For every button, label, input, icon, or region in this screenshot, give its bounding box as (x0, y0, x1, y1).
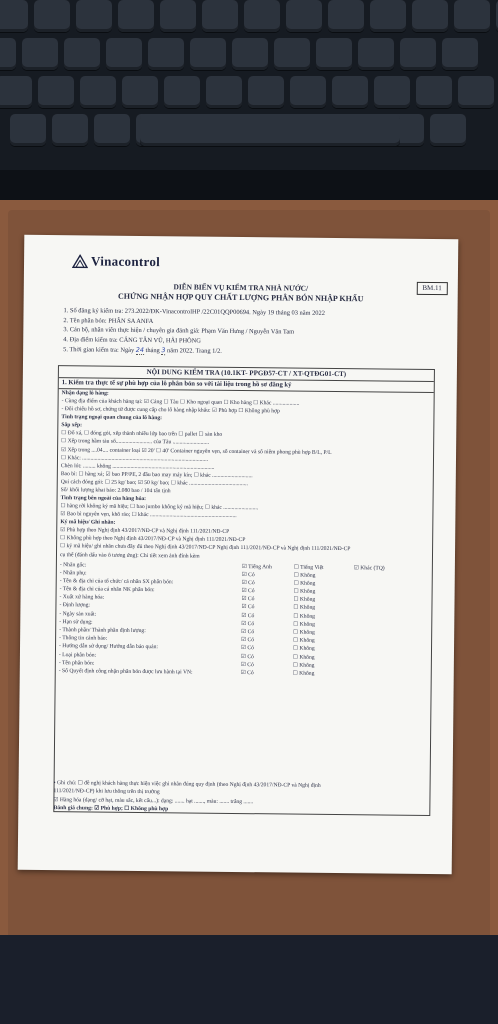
keyboard-key (76, 0, 112, 32)
keyboard-key (122, 76, 158, 108)
label-cell: ☐ Không (293, 580, 316, 587)
label-cell: ☑ Có (240, 645, 255, 652)
label-cell: - Xuất xứ hàng hóa: (59, 594, 105, 601)
label-cell (353, 671, 413, 679)
label-cell: - Thành phần/ Thành phần định lượng: (59, 627, 146, 635)
label-cell: - Tên & địa chỉ của cá nhân NK phân bón: (59, 586, 155, 594)
label-cell: - Tên phân bón: (58, 659, 95, 667)
label-cell: - Số Quyết định công nhận phân bón được lưu hành tại VN: (58, 667, 193, 676)
note-line: ☑ Hàng hóa (dạng/ cỡ hạt, màu sắc, kết cấu...): dạng: ....... hạt ......., màu: ....... trắng ....... (53, 797, 254, 806)
checklist-row: Chèn lót: ......... không ......................................................................... (60, 462, 215, 471)
keyboard-key (148, 38, 184, 70)
info-line: 1. Số đăng ký kiểm tra: 273.2022/ĐK-VinacontrolHP /22C01QQP00694. Ngày 19 tháng 03 năm 2022 (63, 307, 325, 317)
label-cell: - Loại phân bón: (58, 651, 97, 659)
label-table (59, 562, 429, 680)
keyboard-spacebar (140, 114, 400, 146)
keyboard-key (0, 76, 32, 108)
keyboard-key (328, 0, 364, 32)
label-cell: ☑ Có (241, 596, 255, 603)
keyboard-key (106, 38, 142, 70)
label-cell: - Hướng dẫn sử dụng/ Hướng dẫn bảo quản: (58, 643, 158, 651)
keyboard-key (202, 0, 238, 32)
keyboard-key (94, 114, 130, 146)
info-line: 2. Tên phân bón: PHÂN SA ANFA (63, 316, 154, 325)
keyboard-key (160, 0, 196, 32)
checklist-row: ☑ Xếp trong ....04.... container loại ☑ 20' ☐ 40' Container nguyên vẹn, số container và số niêm phong phù hợp B/L, P/L (61, 446, 332, 456)
keyboard-key (0, 38, 16, 70)
checklist-rows (57, 389, 434, 565)
label-cell: ☑ Có (241, 620, 255, 628)
label-cell: ☐ Không (292, 654, 315, 661)
label-cell: ☐ Không (292, 670, 315, 677)
keyboard-key (454, 0, 490, 32)
note-line: • Ghi chú: ☐ đề nghị khách hàng thực hiện việc ghi nhãn đúng quy định (theo Nghị định 43/2017/NĐ-CP và Nghị định (53, 780, 321, 789)
label-cell: ☑ Có (241, 612, 255, 619)
label-cell: ☑ Có (241, 629, 255, 636)
checklist-row: Bao bì: ☐ hàng xá; ☑ bao PP/PE, 2 đầu bao may máy kín; ☐ khác ............................. (60, 470, 253, 479)
keyboard-key (412, 0, 448, 32)
keyboard-key (430, 114, 466, 146)
checklist-row: Tình trạng bên ngoài của hàng hóa: (60, 495, 147, 503)
checklist-row: ☐ hàng rời không ký mã hiệu; ☐ bao jumbo không ký mã hiệu; ☐ khác ......................... (60, 503, 259, 512)
keyboard-key (232, 38, 268, 70)
keyboard-key (38, 76, 74, 108)
label-cell (354, 573, 414, 581)
label-cell (354, 581, 414, 589)
label-cell: ☐ Không (293, 588, 316, 595)
checklist-row: ☑ Bao bì nguyên vẹn, khô ráo; ☐ khác .............................................................. (60, 511, 237, 520)
keyboard (0, 0, 498, 205)
keyboard-key (316, 38, 352, 70)
label-cell: ☑ Có (240, 669, 254, 677)
keyboard-key (290, 76, 326, 108)
checklist-row: ☐ ký mã hiệu/ ghi nhãn chưa đầy đủ theo Nghị định 43/2017/NĐ-CP Nghị định 111/2021/NĐ-CP và Nghị định 111/2021/NĐ-CP (60, 543, 351, 553)
info-line: 3. Cán bộ, nhân viên thực hiện / chuyên gia đánh giá: Phạm Văn Hưng / Nguyễn Văn Tam (63, 326, 295, 336)
checklist-row: ☐ Không phù hợp theo Nghị định 43/2017/NĐ-CP và Nghị định 111/2021/NĐ-CP (60, 535, 246, 544)
vinacontrol-logo (72, 253, 160, 270)
label-cell (354, 589, 414, 597)
checklist-row: ☑ Phù hợp theo Nghị định 43/2017/NĐ-CP và Nghị định 111/2021/NĐ-CP (60, 527, 230, 536)
bottom-surface (0, 935, 498, 1024)
label-cell: ☐ Không (292, 662, 315, 669)
keyboard-key (164, 76, 200, 108)
label-cell: ☐ Không (293, 613, 316, 620)
checklist-row: Ký mã hiệu/ Ghi nhãn: (60, 519, 116, 526)
keyboard-key (118, 0, 154, 32)
label-cell: ☑ Có (241, 637, 255, 644)
notes-section (53, 780, 428, 818)
label-cell: - Định lượng: (59, 602, 91, 609)
label-cell: ☑ Có (241, 580, 255, 587)
label-cell: ☐ Tiếng Việt (293, 564, 324, 571)
label-cell: ☐ Không (293, 572, 316, 579)
logo-icon (72, 254, 88, 268)
label-cell (353, 655, 413, 663)
label-cell (353, 647, 413, 655)
label-cell: - Nhãn phụ: (59, 569, 87, 577)
checklist-row: Tình trạng ngoại quan chung của lô hàng: (61, 414, 163, 422)
document-title-1: DIỄN BIẾN VỤ KIỂM TRA NHÀ NƯỚC/ (173, 282, 309, 293)
label-cell (353, 638, 413, 646)
keyboard-key (10, 114, 46, 146)
label-cell: ☑ Có (241, 571, 255, 578)
label-cell: ☑ Khác (TQ) (353, 564, 385, 572)
label-cell: ☑ Có (240, 653, 254, 660)
section-1-title: 1. Kiểm tra thực tế sự phù hợp của lô phân bón so với tài liệu trong hồ sơ đăng ký (59, 378, 434, 393)
label-cell: ☑ Có (241, 604, 255, 611)
keyboard-key (332, 76, 368, 108)
label-cell: - Tên & địa chỉ của tổ chức/ cá nhân SX phân bón: (59, 578, 174, 586)
label-cell: ☐ Không (293, 637, 315, 644)
checklist-row: cụ thể (đánh dấu vào ô tương ứng): Chi tiết xem ảnh đính kèm (59, 551, 200, 560)
label-cell: ☐ Không (292, 645, 315, 653)
checklist-row: Nhận dạng lô hàng: (61, 390, 109, 397)
label-cell: ☐ Không (293, 596, 316, 604)
label-cell (353, 663, 413, 671)
keyboard-key (274, 38, 310, 70)
keyboard-key (370, 0, 406, 32)
label-cell: ☐ Không (293, 605, 316, 612)
label-cell: - Nhãn gốc: (59, 561, 87, 569)
keyboard-key (206, 76, 242, 108)
inspection-content-box (53, 365, 435, 816)
keyboard-key (442, 38, 478, 70)
keyboard-key (64, 38, 100, 70)
keyboard-key (374, 76, 410, 108)
checklist-row: ☐ Xếp trong hầm tàu số.......................... của Tàu .......................... (61, 438, 210, 447)
general-info (63, 307, 433, 359)
keyboard-key (22, 38, 58, 70)
form-code: BM.11 (416, 282, 448, 295)
box-header: NỘI DUNG KIỂM TRA (10.1KT- PPGĐ57-CT / XT-QTĐG01-CT) (59, 366, 434, 382)
keyboard-key (190, 38, 226, 70)
label-cell (353, 598, 413, 606)
note-line: Đánh giá chung: ☑ Phù hợp; ☐ Không phù hợp (53, 805, 169, 813)
checklist-row: Số/ khối lượng khai báo: 2.080 bao / 104 tấn tịnh (60, 487, 171, 495)
label-cell (353, 606, 413, 614)
label-cell: - Hạn sử dụng: (59, 618, 93, 626)
label-cell: - Ngày sản xuất: (59, 610, 97, 618)
label-cell (353, 614, 413, 622)
label-cell (353, 630, 413, 638)
keyboard-key (80, 76, 116, 108)
keyboard-key (34, 0, 70, 32)
label-cell: ☑ Có (241, 588, 255, 595)
handwritten-month: 3 (161, 346, 166, 355)
label-cell (353, 622, 413, 630)
label-cell: - Thông tin cảnh báo: (59, 635, 108, 642)
keyboard-key (400, 38, 436, 70)
note-line: 111/2021/NĐ-CP) khi lưu thông trên thị trường (53, 788, 160, 796)
document-title-2: CHỨNG NHẬN HỢP QUY CHẤT LƯỢNG PHÂN BÓN NHẬP KHẨU (117, 291, 364, 304)
company-name: Vinacontrol (90, 253, 161, 270)
label-table-wrap (56, 561, 432, 681)
checklist-row: - Cùng địa điểm của khách hàng tại: ☑ Cảng ☐ Tàu ☐ Kho ngoại quan ☐ Kho hàng ☐ Khác ................... (61, 398, 300, 407)
label-cell: ☐ Không (293, 629, 315, 636)
label-cell: ☑ Tiếng Anh (241, 563, 272, 570)
handwritten-day: 24 (135, 345, 144, 355)
keyboard-key (244, 0, 280, 32)
checklist-row: Sắp xếp: (61, 422, 83, 429)
inspection-time: 5. Thời gian kiểm tra: Ngày 24 tháng 3 năm 2022. Trang 1/2. (63, 345, 222, 355)
keyboard-key (358, 38, 394, 70)
keyboard-key (248, 76, 284, 108)
checklist-row: ☐ Khác: .......................................................................................... (60, 454, 209, 463)
info-line: 4. Địa điểm kiểm tra: CẢNG TÂN VŨ, HẢI PHÒNG (63, 335, 201, 345)
checklist-row: - Đối chiếu hồ sơ, chứng từ được cung cấp cho lô hàng nhập khẩu: ☑ Phù hợp ☐ Không phù hợp (61, 406, 280, 415)
checklist-row: Qui cách đóng gói: ☐ 25 kg/ bao; ☑ 50 kg/ bao; ☐ khác .......................................... (60, 478, 248, 487)
checklist-row: ☐ Đổ xá, ☐ đóng gói, xếp thành nhiều lớp bao trên ☐ pallet ☐ sàn kho (61, 430, 223, 439)
keyboard-key (286, 0, 322, 32)
keyboard-key (0, 0, 28, 32)
keyboard-key (52, 114, 88, 146)
keyboard-key (416, 76, 452, 108)
label-cell: ☐ Không (293, 621, 315, 628)
keyboard-key (458, 76, 494, 108)
label-cell: ☑ Có (240, 661, 254, 668)
inspection-document (18, 235, 459, 875)
